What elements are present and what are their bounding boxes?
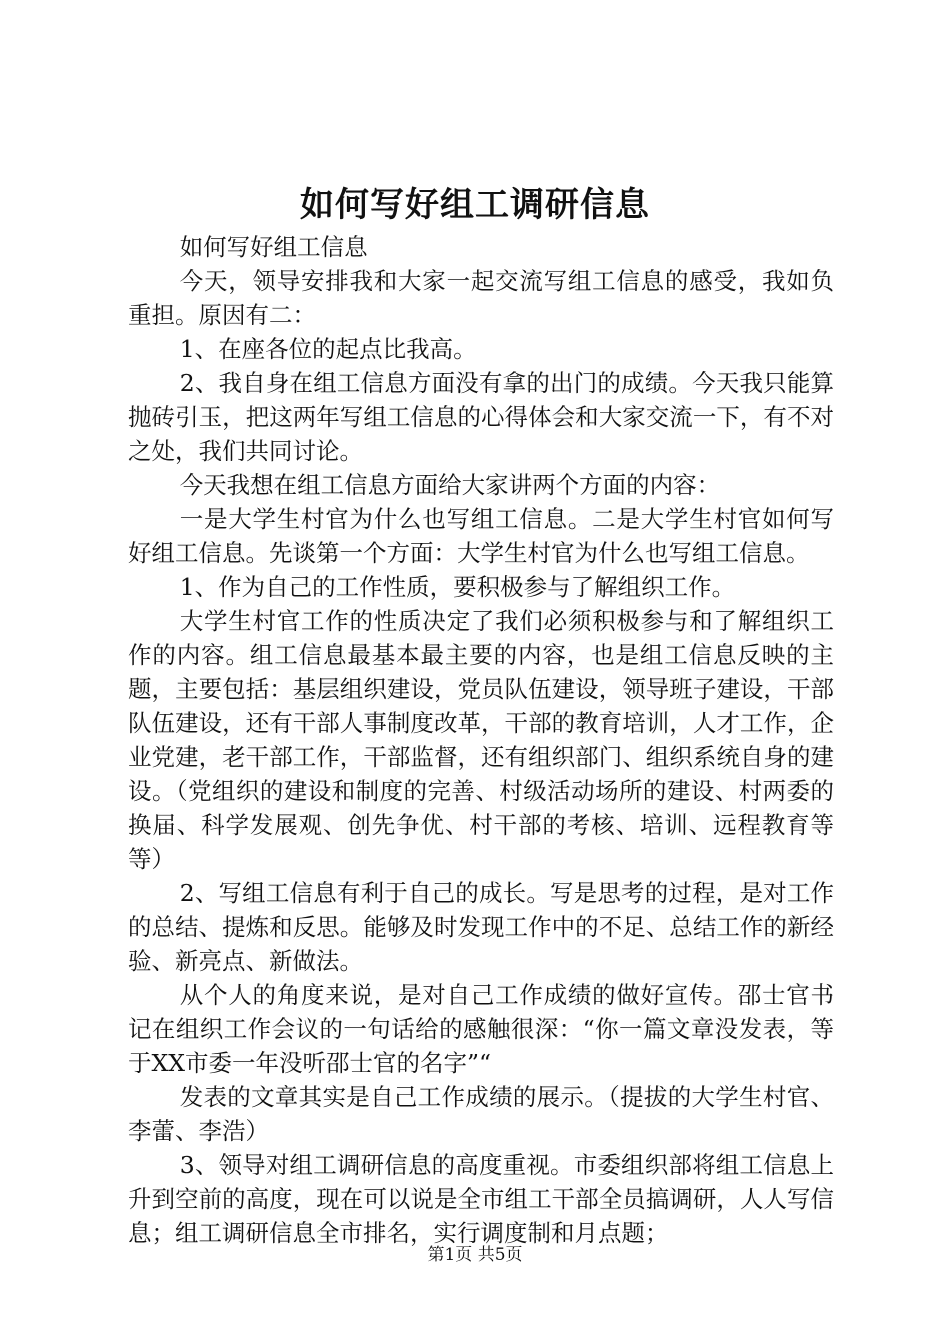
document-body: [128, 230, 834, 1250]
paragraph: 发表的文章其实是自己工作成绩的展示。（提拔的大学生村官、李蕾、李浩）: [128, 1083, 834, 1145]
paragraph: 3、领导对组工调研信息的高度重视。市委组织部将组工信息上升到空前的高度，现在可以说是全市组工干部全员搞调研，人人写信息；组工调研信息全市排名，实行调度制和月点题；: [128, 1151, 834, 1247]
document-title: 如何写好组工调研信息: [300, 185, 650, 225]
paragraph: 1、在座各位的起点比我高。: [179, 335, 477, 363]
page-number-footer: 第1页 共5页: [427, 1245, 523, 1265]
paragraph: 大学生村官工作的性质决定了我们必须积极参与和了解组织工作的内容。组工信息最基本最主要的内容，也是组工信息反映的主题，主要包括：基层组织建设，党员队伍建设，领导班子建设，干部队伍建设，还有干部人事制度改革，干部的教育培训，人才工作，企业党建，老干部工作，干部监督，还有组织部门、组织系统自身的建设。（党组织的建设和制度的完善、村级活动场所的建设、村两委的换届、科学发展观、创先争优、村干部的考核、培训、远程教育等等）: [128, 607, 834, 873]
paragraph: 今天我想在组工信息方面给大家讲两个方面的内容：: [179, 471, 721, 499]
paragraph: 如何写好组工信息: [179, 233, 368, 261]
paragraph: 今天，领导安排我和大家一起交流写组工信息的感受，我如负重担。原因有二：: [128, 267, 834, 329]
paragraph: 2、写组工信息有利于自己的成长。写是思考的过程，是对工作的总结、提炼和反思。能够及时发现工作中的不足、总结工作的新经验、新亮点、新做法。: [128, 879, 834, 975]
paragraph: 1、作为自己的工作性质，要积极参与了解组织工作。: [179, 573, 736, 601]
paragraph: 从个人的角度来说，是对自己工作成绩的做好宣传。邵士官书记在组织工作会议的一句话给的感触很深：“你一篇文章没发表，等于XX市委一年没听邵士官的名字”“: [128, 981, 834, 1077]
paragraph: 2、我自身在组工信息方面没有拿的出门的成绩。今天我只能算抛砖引玉，把这两年写组工信息的心得体会和大家交流一下，有不对之处，我们共同讨论。: [128, 369, 834, 465]
paragraph: 一是大学生村官为什么也写组工信息。二是大学生村官如何写好组工信息。先谈第一个方面：大学生村官为什么也写组工信息。: [128, 505, 834, 567]
